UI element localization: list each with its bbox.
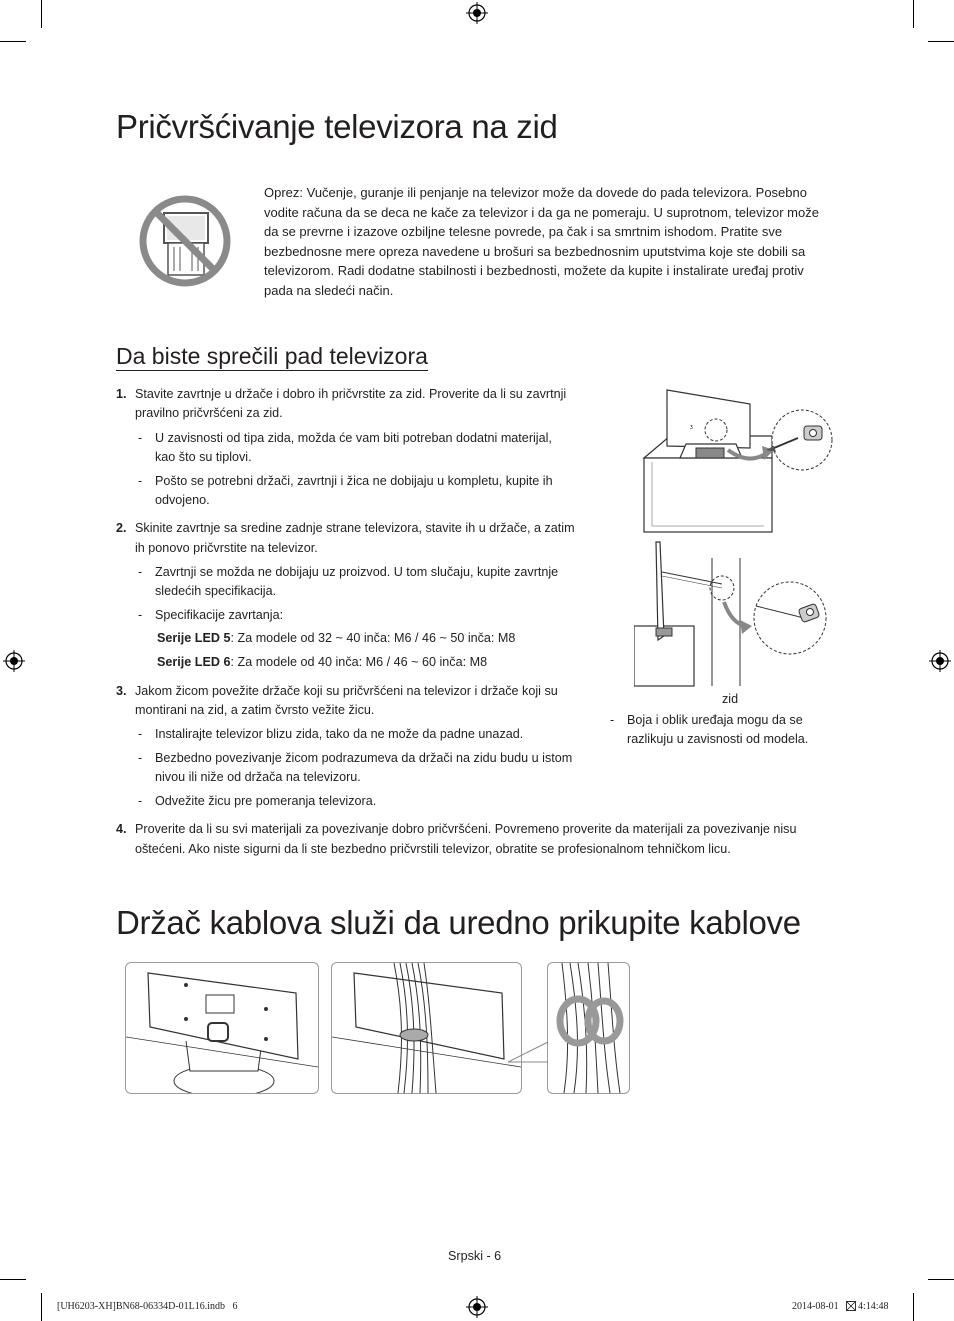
cable-holder-figure-3 [547, 962, 630, 1094]
print-date: 2014-08-01 [792, 1301, 839, 1312]
note-text: nivou ili niže od držača na televizoru. [155, 770, 361, 784]
print-time: 4:14:48 [858, 1301, 889, 1312]
crop-mark [0, 41, 26, 42]
svg-text:ʒ: ʒ [690, 424, 693, 430]
step-number: 4. [116, 822, 127, 836]
note-text: Instalirajte televizor blizu zida, tako da ne može da padne unazad. [155, 727, 524, 741]
registration-mark-icon [3, 650, 25, 672]
note-dash: - [138, 751, 143, 765]
crop-mark [913, 1293, 914, 1321]
note-text: U zavisnosti od tipa zida, možda će vam biti potreban dodatni materijal, [155, 431, 552, 445]
step-number: 2. [116, 521, 127, 535]
page-title: Pričvršćivanje televizora na zid [116, 108, 558, 145]
tv-on-stand-illustration [640, 386, 862, 534]
note-dash: - [138, 794, 143, 808]
spec-value: : Za modele od 32 ~ 40 inča: M6 / 46 ~ 50 inča: M8 [230, 631, 516, 645]
step-text: Jakom žicom povežite držače koji su pričvršćeni na televizor i držače koji su [135, 684, 558, 698]
note-text: Specifikacije zavrtanja: [155, 608, 284, 622]
note-dash: - [138, 727, 143, 741]
section-title: Držač kablova služi da uredno prikupite kablove [116, 904, 801, 941]
step-text: Proverite da li su svi materijali za povezivanje dobro pričvršćeni. Povremeno proverite da materijali za povezivanje nisu [135, 822, 797, 836]
file-info: [UH6203-XH]BN68-06334D-01L16.indb 6 [57, 1301, 238, 1312]
crop-mark [41, 1293, 42, 1321]
note-dash: - [138, 474, 143, 488]
note-text: Odvežite žicu pre pomeranja televizora. [155, 794, 377, 808]
section-subtitle: Da biste sprečili pad televizora [116, 343, 428, 369]
step-number: 3. [116, 684, 127, 698]
step-text: Skinite zavrtnje sa sredine zadnje strane televizora, stavite ih u držače, a zatim [135, 521, 575, 535]
note-dash: - [138, 565, 143, 579]
crop-mark [41, 0, 42, 28]
caution-text: Oprez: Vučenje, guranje ili penjanje na televizor može da dovede do pada televizora. Posebno vodite računa da se deca ne kače za televizor i da ga ne pomeraju. U suprotnom, televizor može da se prevrne i izazove ozbiljne telesne povrede, pa čak i sa smrtnim ishodom. Pratite sve bezbednosne mere opreza navedene u brošuri sa bezbednosnim uputstvima koje ste dobili sa televizorom. Radi dodatne stabilnosti i bezbednosti, možete da kupite i instalirate uređaj protiv pada na sledeći način. [264, 185, 819, 298]
cable-clip-closeup-illustration [548, 963, 629, 1093]
callout-lines [508, 1040, 550, 1064]
tv-wall-side-illustration [634, 540, 862, 688]
note-dash: - [138, 608, 143, 622]
step-text: montirani na zid, a zatim čvrsto vežite žicu. [135, 703, 375, 717]
note-text: Bezbedno povezivanje žicom podrazumeva da držači na zidu budu u istom [155, 751, 573, 765]
step-text: Stavite zavrtnje u držače i dobro ih pričvrstite za zid. Proverite da li su zavrtnji [135, 387, 567, 401]
crop-mark [913, 0, 914, 28]
cable-holder-figure-2 [331, 962, 522, 1094]
clock-icon [846, 1301, 856, 1311]
wall-label: zid [722, 692, 739, 706]
note-text: Zavrtnji se možda ne dobijaju uz proizvod. U tom slučaju, kupite zavrtnje [155, 565, 559, 579]
step-text: pravilno pričvršćeni za zid. [135, 406, 283, 420]
crop-mark [928, 1279, 954, 1280]
cable-holder-figure-1 [125, 962, 319, 1094]
note-text: razlikuju u zavisnosti od modela. [627, 732, 809, 746]
spec-line [157, 653, 487, 672]
step-number: 1. [116, 387, 127, 401]
note-text: Pošto se potrebni držači, zavrtnji i žica ne dobijaju u kompletu, kupite ih [155, 474, 553, 488]
note-dash: - [138, 431, 143, 445]
stand-back-illustration [126, 963, 318, 1093]
page-number: Srpski - 6 [448, 1249, 502, 1263]
note-text: kao što su tiplovi. [155, 450, 252, 464]
stand-with-cables-illustration [332, 963, 521, 1093]
registration-mark-icon [929, 650, 951, 672]
note-text: sledećih specifikacija. [155, 584, 277, 598]
spec-line [157, 629, 515, 648]
no-climbing-tv-icon [137, 193, 233, 289]
crop-mark [928, 41, 954, 42]
note-text: Boja i oblik uređaja mogu da se [627, 713, 803, 727]
registration-mark-icon [466, 2, 488, 24]
note-dash: - [610, 713, 615, 727]
spec-value: : Za modele od 40 inča: M6 / 46 ~ 60 inča: M8 [230, 655, 488, 669]
step-text: oštećeni. Ako niste sigurni da li ste bezbedno pričvrstili televizor, obratite se profesionalnom tehničkom licu. [135, 842, 731, 856]
crop-mark [0, 1279, 26, 1280]
spec-label: Serije LED 6 [157, 655, 231, 669]
registration-mark-icon [466, 1296, 488, 1318]
spec-label: Serije LED 5 [157, 631, 231, 645]
note-text: odvojeno. [155, 493, 210, 507]
step-text: ih ponovo pričvrstite na televizor. [135, 541, 318, 555]
